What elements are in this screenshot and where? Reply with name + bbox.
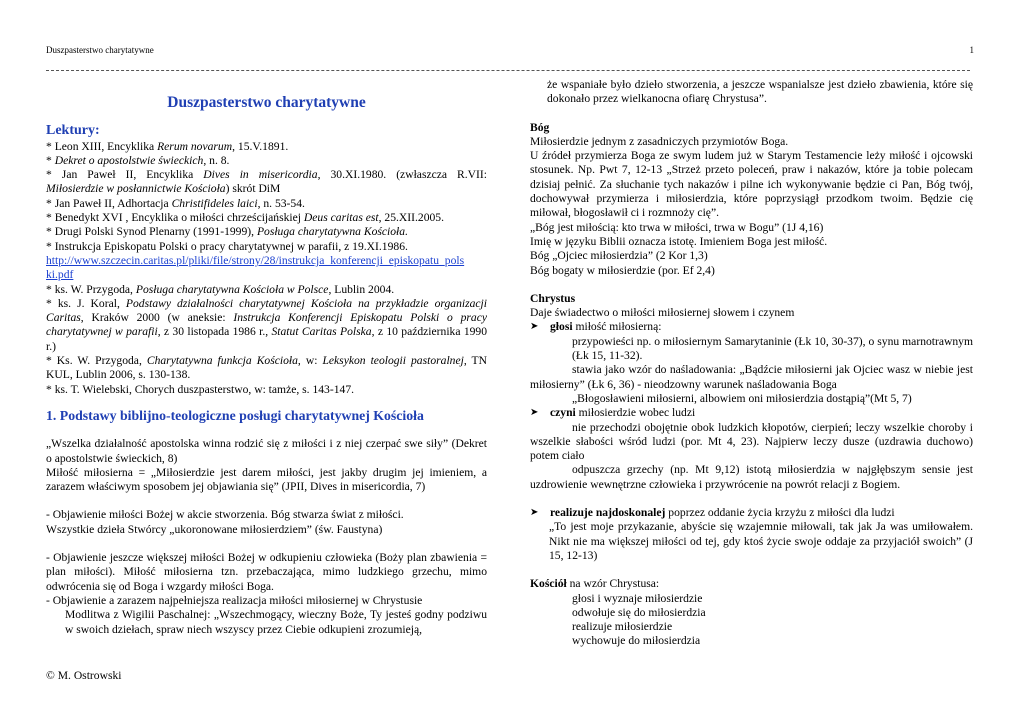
reading-item: * Benedykt XVI , Encyklika o miłości chrześcijańskiej Deus caritas est, 25.XII.2005. <box>46 211 444 225</box>
reading-item: * Jan Paweł II, Encyklika Dives in misericordia, 30.XI.1980. (zwłaszcza R.VII: <box>46 168 488 182</box>
god-covenant: U źródeł przymierza Boga ze swym ludem już w Starym Testamencie leży miłość i ojcowski stosunek. Np. Pwt 7, 12-13 „Strzeż przeto poleceń, praw i nakazów, które ja tobie polecam dzisiaj pełnić. Za słuchanie tych nakazów i pilne ich wykonywanie będzie ci Pan, Bóg twój, dochowywał przymierza i miłosierdzia, które poprzysiągł przodkom twoim. Będzie cię miłował, błogosławił ci i rozmnoży cię”. <box>530 149 973 220</box>
proclaims-beatitude: „Błogosławieni miłosierni, albowiem oni miłosierdzia dostąpią”(Mt 5, 7) <box>572 391 912 405</box>
god-line: Bóg bogaty w miłosierdzie (por. Ef 2,4) <box>530 263 715 277</box>
church-item: wychowuje do miłosierdzia <box>572 634 701 648</box>
reading-item: * Dekret o apostolstwie świeckich, n. 8. <box>46 153 230 167</box>
revelation-redemption: - Objawienie jeszcze większej miłości Bożej w odkupieniu człowieka (Boży plan zbawienia = plan miłości). Miłość miłosierna tzn. przebaczająca, mimo ludzkiego grzechu, mimo odwrócenia się od Boga i wzgardy miłości Boga. <box>46 551 487 593</box>
readings-list <box>46 140 487 397</box>
proclaims-example: stawia jako wzór do naśladowania: „Bądźcie miłosierni jak Ojciec wasz w niebie jest miłosierny” (Łk 6, 36) - nieodzowny warunek naśladowania Boga <box>530 363 973 391</box>
header-divider <box>46 70 970 71</box>
does-heals: nie przechodzi obojętnie obok ludzkich kłopotów, cierpień; leczy wszelkie choroby i wszelkie słabości wśród ludzi (por. Mt 4, 23). Najpierw leczy dusze (uzdrawia duchowo) potem ciało <box>530 420 973 463</box>
link-line-2[interactable]: ki.pdf <box>46 268 74 282</box>
church-heading: Kościół na wzór Chrystusa: <box>530 577 660 591</box>
arrow-bullet-icon: ➤ <box>530 407 539 419</box>
right-column <box>530 78 973 649</box>
quote-apostolate: „Wszelka działalność apostolska winna rodzić się z miłości i z niej czerpać swe siły” (Dekret o apostolstwie świeckich, 8) <box>46 437 487 465</box>
bullet-does: ➤ czyni miłosierdzie wobec ludzi <box>530 406 696 420</box>
reading-item: * Jan Paweł II, Adhortacja Christifideles laici, n. 53-54. <box>46 196 305 210</box>
footer-author: © M. Ostrowski <box>46 669 122 682</box>
revelation-christ: - Objawienie a zarazem najpełniejsza realizacja miłości miłosiernej w Chrystusie <box>46 593 423 607</box>
reading-item-przygoda: * Ks. W. Przygoda, Charytatywna funkcja Kościoła, w: Leksykon teologii pastoralnej, TN KUL, Lublin 2006, s. 130-138. <box>46 354 487 382</box>
proclaims-parables: przypowieści np. o miłosiernym Samarytaninie (Łk 10, 30-37), o synu marnotrawnym (Łk 15, 11-32). <box>572 334 973 363</box>
bullet-proclaims: ➤ głosi miłość miłosierną: <box>530 320 662 334</box>
god-line: Imię w języku Biblii oznacza istotę. Imieniem Boga jest miłość. <box>530 234 828 248</box>
church-item: odwołuje się do miłosierdzia <box>572 605 706 619</box>
paschal-prayer-continued: że wspaniałe było dzieło stworzenia, a jeszcze wspanialsze jest dzieło zbawienia, które się dokonało przez wielkanocna ofiarę Chrystusa”. <box>547 78 973 106</box>
reading-item-continued: Miłosierdzie w posłannictwie Kościoła) skrót DiM <box>46 182 281 196</box>
reading-item: * ks. W. Przygoda, Posługa charytatywna Kościoła w Polsce, Lublin 2004. <box>46 282 395 296</box>
reading-item: * Leon XIII, Encyklika Rerum novarum, 15.V.1891. <box>46 139 289 153</box>
god-line: „Bóg jest miłością: kto trwa w miłości, trwa w Bogu” (1J 4,16) <box>530 220 824 234</box>
christ-intro: Daje świadectwo o miłości miłosiernej słowem i czynem <box>530 306 795 320</box>
arrow-bullet-icon: ➤ <box>530 321 539 333</box>
reading-item: * Drugi Polski Synod Plenarny (1991-1999), Posługa charytatywna Kościoła. <box>46 225 408 239</box>
does-forgives: odpuszcza grzechy (np. Mt 9,12) istotą miłosierdzia w najgłębszym sensie jest uzdrowienie wewnętrzne człowieka i przywrócenie na powrót relacji z Bogiem. <box>530 463 973 491</box>
church-item: realizuje miłosierdzie <box>572 620 673 634</box>
reading-item-koral: * ks. J. Koral, Podstawy działalności charytatywnej Kościoła na przykładzie organizacji Caritas, Kraków 2000 (w aneksie: Instrukcja Konferencji Episkopatu Polski o pracy charytatywnej w parafii, z 30 listopada 1986 r., Statut Caritas Polska, z 10 października 1990 r.) <box>46 296 488 353</box>
arrow-bullet-icon: ➤ <box>530 507 539 519</box>
left-column <box>46 78 487 637</box>
revelation-creation: - Objawienie miłości Bożej w akcie stworzenia. Bóg stwarza świat z miłości. <box>46 508 404 522</box>
link-line-1[interactable]: http://www.szczecin.caritas.pl/pliki/file/strony/28/instrukcja_konferencji_episkopatu_pols <box>46 253 465 267</box>
god-line: Miłosierdzie jednym z zasadniczych przymiotów Boga. <box>530 134 789 148</box>
section-heading-1: 1. Podstawy biblijno-teologiczne posługi charytatywnej Kościoła <box>46 407 424 423</box>
quote-mercy: Miłość miłosierna = „Miłosierdzie jest darem miłości, jest jakby drugim jej imieniem, a zarazem właściwym sposobem jej objawiania się” (JPII, Dives in misericordia, 7) <box>46 465 487 494</box>
page-number: 1 <box>969 45 974 55</box>
reading-item: * Instrukcja Episkopatu Polski o pracy charytatywnej w parafii, z 19.XI.1986. <box>46 239 408 253</box>
readings-heading: Lektury: <box>46 123 100 139</box>
fulfills-quote: „To jest moje przykazanie, abyście się wzajemnie miłowali, tak jak Ja was umiłowałem. Nikt nie ma większej miłości od tej, gdy ktoś życie swoje oddaje za przyjaciół swoich” (J 15, 12-13) <box>549 520 973 562</box>
document-title: Duszpasterstwo charytatywne <box>167 94 366 111</box>
bullet-fulfills: ➤ realizuje najdoskonalej poprzez oddanie życia krzyżu z miłości dla ludzi <box>530 506 895 520</box>
revelation-creation-note: Wszystkie dzieła Stwórcy „ukoronowane miłosierdziem” (św. Faustyna) <box>46 522 383 536</box>
heading-god: Bóg <box>530 120 550 134</box>
heading-christ: Chrystus <box>530 291 576 305</box>
running-header-title: Duszpasterstwo charytatywne <box>46 45 154 55</box>
god-line: Bóg „Ojciec miłosierdzia” (2 Kor 1,3) <box>530 249 708 263</box>
reading-item: * ks. T. Wielebski, Chorych duszpasterstwo, w: tamże, s. 143-147. <box>46 382 355 396</box>
instruction-pdf-link[interactable] <box>46 254 464 281</box>
church-item: głosi i wyznaje miłosierdzie <box>572 591 703 605</box>
paschal-prayer: Modlitwa z Wigilii Paschalnej: „Wszechmogący, wieczny Boże, Ty jesteś godny podziwu w swoich dziełach, spraw niech wszyscy przez Ciebie odkupieni zrozumieją, <box>65 608 487 636</box>
